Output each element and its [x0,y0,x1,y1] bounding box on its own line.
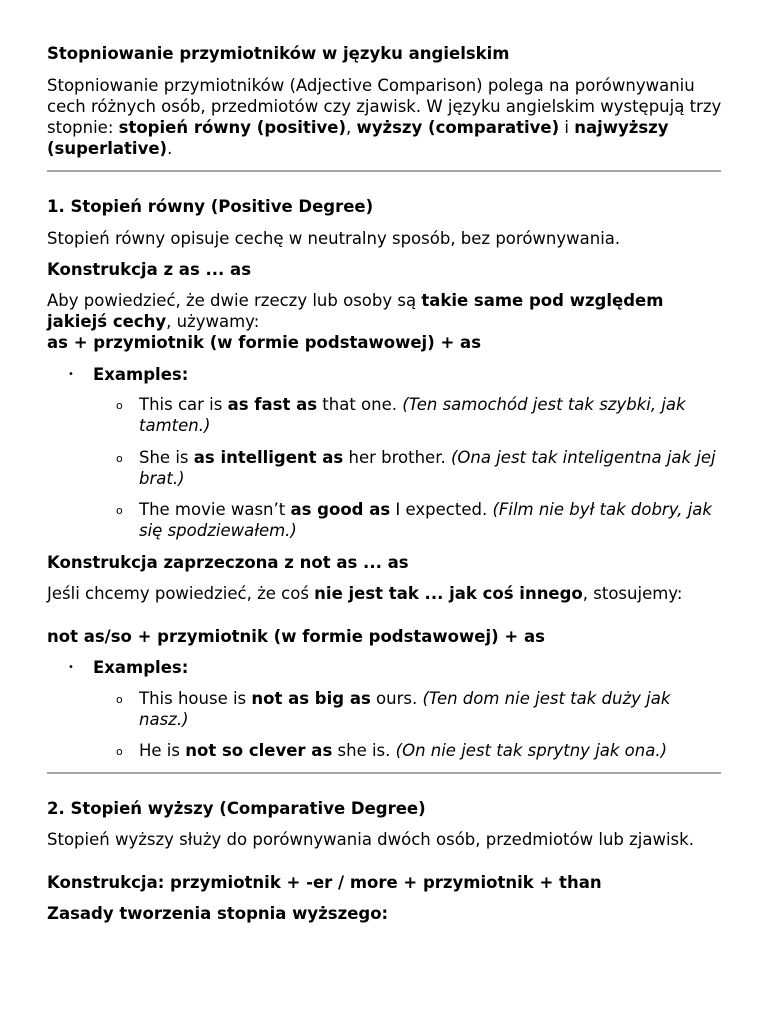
negative-construction-formula: not as/so + przymiotnik (w formie podstawowej) + as [47,627,545,646]
sub-bullet-icon: o [116,399,123,412]
document-title: Stopniowanie przymiotników w języku angielskim [47,44,510,63]
examples-label: Examples: [93,658,189,677]
comparative-rules-heading: Zasady tworzenia stopnia wyższego: [47,904,389,923]
construction-heading: Konstrukcja z as ... as [47,260,252,279]
construction-formula: as + przymiotnik (w formie podstawowej) + as [47,333,482,352]
construction-paragraph: Aby powiedzieć, że dwie rzeczy lub osoby są takie same pod względem jakiejś cechy, używamy: [47,291,664,331]
comparative-construction: Konstrukcja: przymiotnik + -er / more + przymiotnik + than [47,873,602,892]
examples-label: Examples: [93,365,189,384]
positive-description: Stopień równy opisuje cechę w neutralny sposób, bez porównywania. [47,229,621,248]
intro-paragraph: Stopniowanie przymiotników (Adjective Comparison) polega na porównywaniu cech różnych osób, przedmiotów czy zjawisk. W języku angielskim występują trzy stopnie: stopień równy (positive), wyższy (comparative) i najwyższy (superlative). [47,76,722,158]
section-heading-positive: 1. Stopień równy (Positive Degree) [47,197,374,216]
sub-bullet-icon: o [116,693,123,706]
example-item: This car is as fast as that one. (Ten samochód jest tak szybki, jak tamten.) [139,395,686,435]
sub-bullet-icon: o [116,504,123,517]
example-item: This house is not as big as ours. (Ten dom nie jest tak duży jak nasz.) [139,689,671,729]
sub-bullet-icon: o [116,452,123,465]
bullet-icon: • [68,369,74,380]
section-divider [47,170,721,172]
negative-construction-paragraph: Jeśli chcemy powiedzieć, że coś nie jest tak ... jak coś innego, stosujemy: [47,584,683,603]
example-item: She is as intelligent as her brother. (Ona jest tak inteligentna jak jej brat.) [139,448,716,488]
example-item: The movie wasn’t as good as I expected. (Film nie był tak dobry, jak się spodziewałem.) [139,500,712,540]
comparative-description: Stopień wyższy służy do porównywania dwóch osób, przedmiotów lub zjawisk. [47,830,694,849]
section-divider [47,772,721,774]
section-heading-comparative: 2. Stopień wyższy (Comparative Degree) [47,799,426,818]
example-item: He is not so clever as she is. (On nie jest tak sprytny jak ona.) [139,741,668,760]
negative-construction-heading: Konstrukcja zaprzeczona z not as ... as [47,553,409,572]
bullet-icon: • [68,662,74,673]
sub-bullet-icon: o [116,745,123,758]
